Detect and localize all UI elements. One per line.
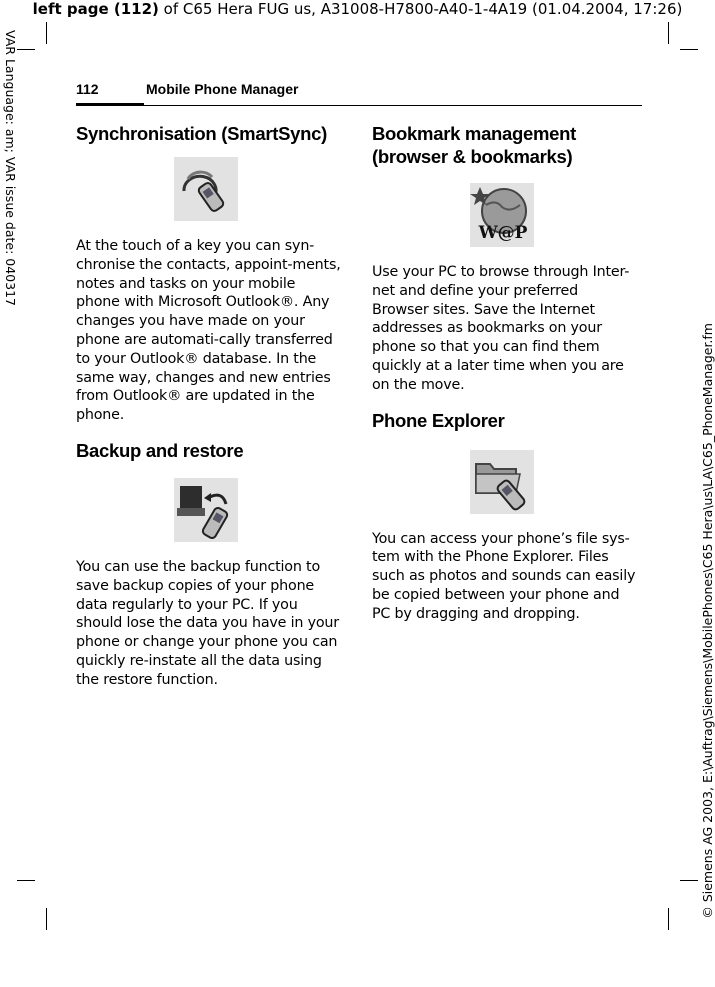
left-column [76, 122, 342, 690]
page-number: 112 [76, 81, 99, 97]
body-bookmarks: Use your PC to browse through Inter-net and define your preferred Browser sites. Save the Internet addresses as bookmarks on your phone so that you can find them quickly at a later time when you are on the move. [372, 264, 630, 393]
heading-bookmarks [372, 122, 638, 168]
print-slug-page: left page (112) [32, 0, 159, 18]
body-sync: At the touch of a key you can syn-chronise the contacts, appoint-ments, notes and tasks on your mobile phone with Microsoft Outlook®. Any changes you have made on your phone are automati-cally transferred to your Outlook® database. In the same way, changes and new entries from Outlook® are updated in the phone. [76, 238, 341, 424]
side-note-language: VAR Language: am; VAR issue date: 040317 [3, 30, 18, 306]
page-section-title: Mobile Phone Manager [146, 81, 299, 97]
wap-globe-icon [470, 183, 534, 247]
crop-mark [17, 49, 35, 50]
heading-explorer: Phone Explorer [372, 409, 505, 431]
backup-restore-icon [174, 478, 238, 542]
heading-sync: Synchronisation (SmartSync) [76, 123, 327, 144]
heading-bookmarks-line2: (browser & bookmarks) [372, 146, 573, 167]
crop-mark [46, 22, 47, 44]
crop-mark [17, 880, 35, 881]
crop-mark [668, 22, 669, 44]
print-slug [0, 0, 715, 18]
body-backup: You can use the backup function to save backup copies of your phone data regularly to your PC. If you should lose the data you have in your phone or change your phone you can quickly re-instate all the data using the restore function. [76, 558, 339, 688]
crop-mark [46, 908, 47, 930]
right-column [372, 122, 638, 624]
heading-backup: Backup and restore [76, 439, 244, 461]
heading-bookmarks-line1: Bookmark management [372, 123, 577, 144]
sync-phone-icon [174, 157, 238, 221]
folder-phone-icon [470, 450, 534, 514]
header-rule [76, 105, 642, 106]
crop-mark [680, 880, 698, 881]
side-note-file-path: © Siemens AG 2003, E:\Auftrag\Siemens\MobilePhones\C65 Hera\us\LA\C65_PhoneManager.fm [700, 323, 715, 919]
crop-mark [668, 908, 669, 930]
print-slug-details: of C65 Hera FUG us, A31008-H7800-A40-1-4A19 (01.04.2004, 17:26) [158, 0, 683, 18]
crop-mark [680, 49, 698, 50]
body-explorer: You can access your phone’s file sys-tem with the Phone Explorer. Files such as photos and sounds can easily be copied between your phone and PC by dragging and dropping. [372, 530, 636, 622]
wap-globe-label: W@P [478, 223, 528, 243]
